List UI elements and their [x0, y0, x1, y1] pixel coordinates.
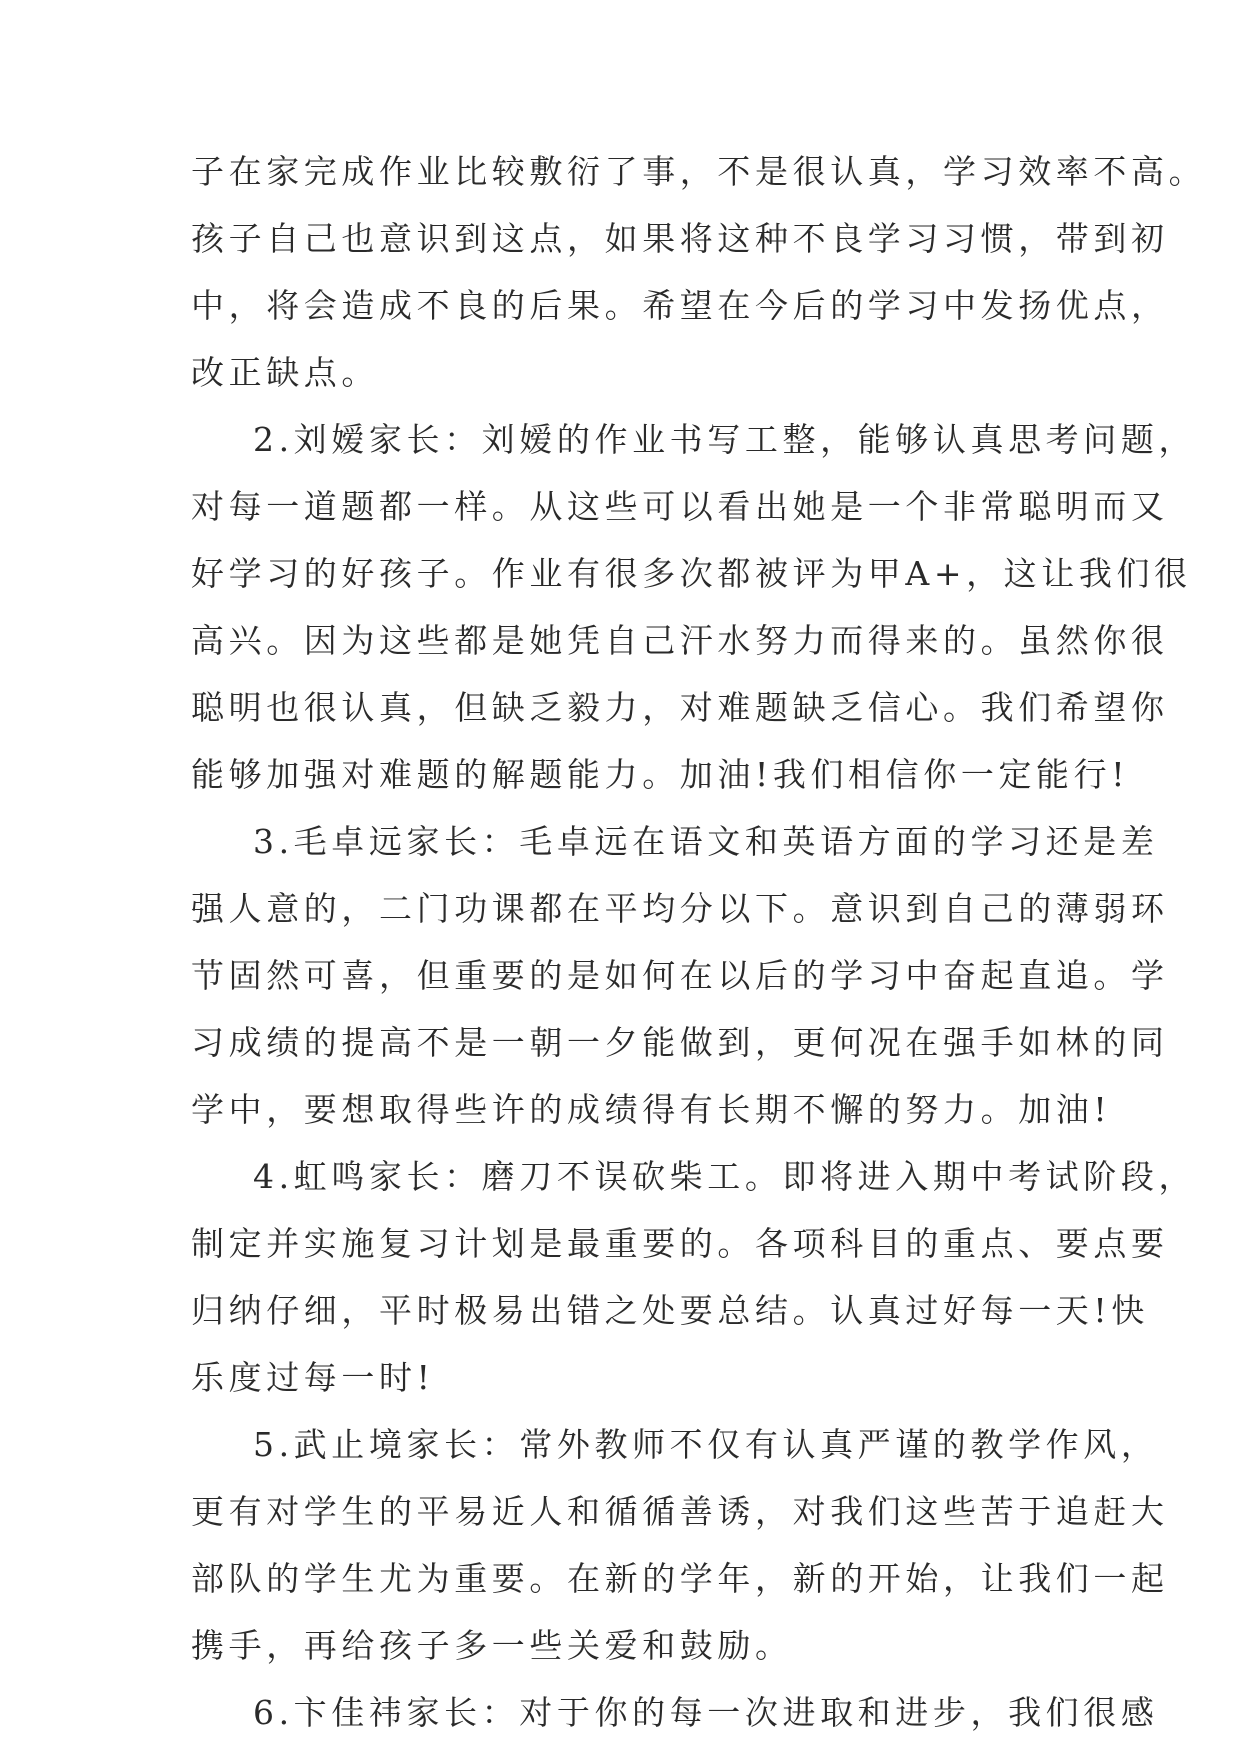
text-line: 高兴。因为这些都是她凭自己汗水努力而得来的。虽然你很 [191, 621, 1169, 660]
text-line: 习成绩的提高不是一朝一夕能做到，更何况在强手如林的同 [191, 1023, 1169, 1062]
paragraph-start-line: 4.虹鸣家长：磨刀不误砍柴工。即将进入期中考试阶段， [253, 1157, 1197, 1196]
text-line: 对每一道题都一样。从这些可以看出她是一个非常聪明而又 [191, 487, 1169, 526]
text-line: 部队的学生尤为重要。在新的学年，新的开始，让我们一起 [191, 1559, 1169, 1598]
text-line: 改正缺点。 [191, 353, 379, 392]
text-line: 制定并实施复习计划是最重要的。各项科目的重点、要点要 [191, 1224, 1169, 1263]
paragraph-start-line: 3.毛卓远家长：毛卓远在语文和英语方面的学习还是差 [253, 822, 1159, 861]
text-line: 孩子自己也意识到这点，如果将这种不良学习习惯，带到初 [191, 219, 1169, 258]
text-line: 子在家完成作业比较敷衍了事，不是很认真，学习效率不高。 [191, 152, 1207, 191]
text-line: 好学习的好孩子。作业有很多次都被评为甲A+，这让我们很 [191, 554, 1192, 593]
paragraph-start-line: 5.武止境家长：常外教师不仅有认真严谨的教学作风， [253, 1425, 1159, 1464]
paragraph-start-line: 6.卞佳祎家长：对于你的每一次进取和进步，我们很感 [253, 1693, 1159, 1732]
text-line: 更有对学生的平易近人和循循善诱，对我们这些苦于追赶大 [191, 1492, 1169, 1531]
text-line: 能够加强对难题的解题能力。加油!我们相信你一定能行! [191, 755, 1130, 794]
text-line: 归纳仔细，平时极易出错之处要总结。认真过好每一天!快 [191, 1291, 1149, 1330]
text-line: 学中，要想取得些许的成绩得有长期不懈的努力。加油! [191, 1090, 1112, 1129]
text-line: 聪明也很认真，但缺乏毅力，对难题缺乏信心。我们希望你 [191, 688, 1169, 727]
text-line: 强人意的，二门功课都在平均分以下。意识到自己的薄弱环 [191, 889, 1169, 928]
paragraph-start-line: 2.刘嫒家长：刘嫒的作业书写工整，能够认真思考问题， [253, 420, 1197, 459]
text-line: 乐度过每一时! [191, 1358, 435, 1397]
text-line: 中，将会造成不良的后果。希望在今后的学习中发扬优点， [191, 286, 1169, 325]
text-line: 携手，再给孩子多一些关爱和鼓励。 [191, 1626, 793, 1665]
text-line: 节固然可喜，但重要的是如何在以后的学习中奋起直追。学 [191, 956, 1169, 995]
